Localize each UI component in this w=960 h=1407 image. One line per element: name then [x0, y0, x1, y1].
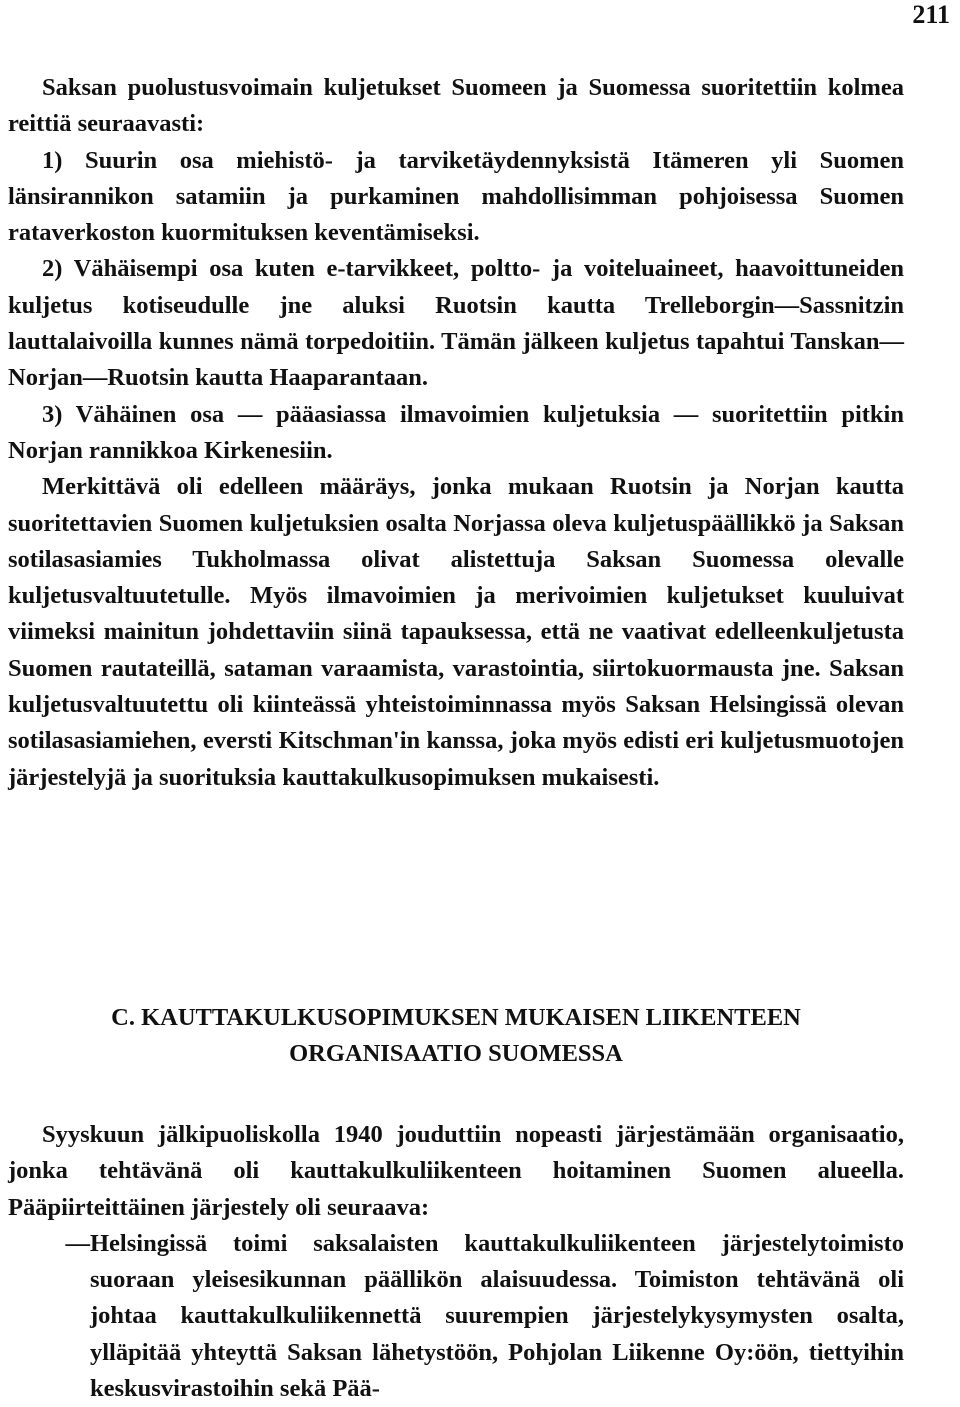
body-text [8, 70, 904, 796]
paragraph-route-1: 1) Suurin osa miehistö- ja tarviketäydennyksistä Itämeren yli Suomen länsirannikon satamiin ja purkaminen mahdollisimman pohjoisessa Suomen rataverkoston kuormituksen keventämiseksi. [8, 146, 904, 247]
section-heading-line-1: C. KAUTTAKULKUSOPIMUKSEN MUKAISEN LIIKENTEEN [111, 1004, 801, 1031]
paragraph-merkittava: Merkittävä oli edelleen määräys, jonka mukaan Ruotsin ja Norjan kautta suoritettavien Suomen kuljetuksien osalta Norjassa oleva kuljetuspäällikkö ja Saksan sotilasasiamies Tukholmassa olivat alistettuja Saksan Suomessa olevalle kuljetusvaltuutetulle. Myös ilmavoimien ja merivoimien kuljetukset kuuluivat viimeksi mainitun johdettaviin siinä tapauksessa, että ne vaativat edelleenkuljetusta Suomen rautateillä, sataman varaamista, varastointia, siirtokuormausta jne. Saksan kuljetusvaltuutettu oli kiinteässä yhteistoiminnassa myös Saksan Helsingissä olevan sotilasasiamiehen, eversti Kitschman'in kanssa, joka myös edisti eri kuljetusmuotojen järjestelyjä ja suorituksia kauttakulkusopimuksen mukaisesti. [8, 473, 904, 791]
paragraph-route-2: 2) Vähäisempi osa kuten e-tarvikkeet, poltto- ja voiteluaineet, haavoittuneiden kuljetus kotiseudulle jne aluksi Ruotsin kautta Trelleborgin—Sassnitzin lauttalaivoilla kunnes nämä torpedoitiin. Tämän jälkeen kuljetus tapahtui Tanskan—Norjan—Ruotsin kautta Haaparantaan. [8, 255, 904, 392]
dash-marker: — [65, 1229, 90, 1257]
list-item-text: Helsingissä toimi saksalaisten kauttakulkuliikenteen järjestelytoimisto suoraan yleisesikunnan päällikön alaisuudessa. Toimiston tehtävänä oli johtaa kauttakulkuliikennettä suurempien järjestelykysymysten osalta, ylläpitää yhteyttä Saksan lähetystöön, Pohjolan Liikenne Oy:öön, tiettyihin keskusvirastoihin sekä Pää- [90, 1229, 904, 1403]
section-c-intro: Syyskuun jälkipuoliskolla 1940 jouduttiin nopeasti järjestämään organisaatio, jonka tehtävänä oli kauttakulkuliikenteen hoitaminen Suomen alueella. Pääpiirteittäinen järjestely oli seuraava: [8, 1121, 904, 1221]
section-heading-line-2: ORGANISAATIO SUOMESSA [289, 1040, 623, 1067]
paragraph-intro: Saksan puolustusvoimain kuljetukset Suomeen ja Suomessa suoritettiin kolmea reittiä seuraavasti: [8, 74, 904, 138]
list-item [8, 1226, 904, 1407]
section-heading [8, 1000, 904, 1072]
section-c-body [8, 1117, 904, 1407]
paragraph-route-3: 3) Vähäinen osa — pääasiassa ilmavoimien kuljetuksia — suoritettiin pitkin Norjan rannikkoa Kirkenesiin. [8, 400, 904, 464]
page-number: 211 [912, 0, 950, 29]
